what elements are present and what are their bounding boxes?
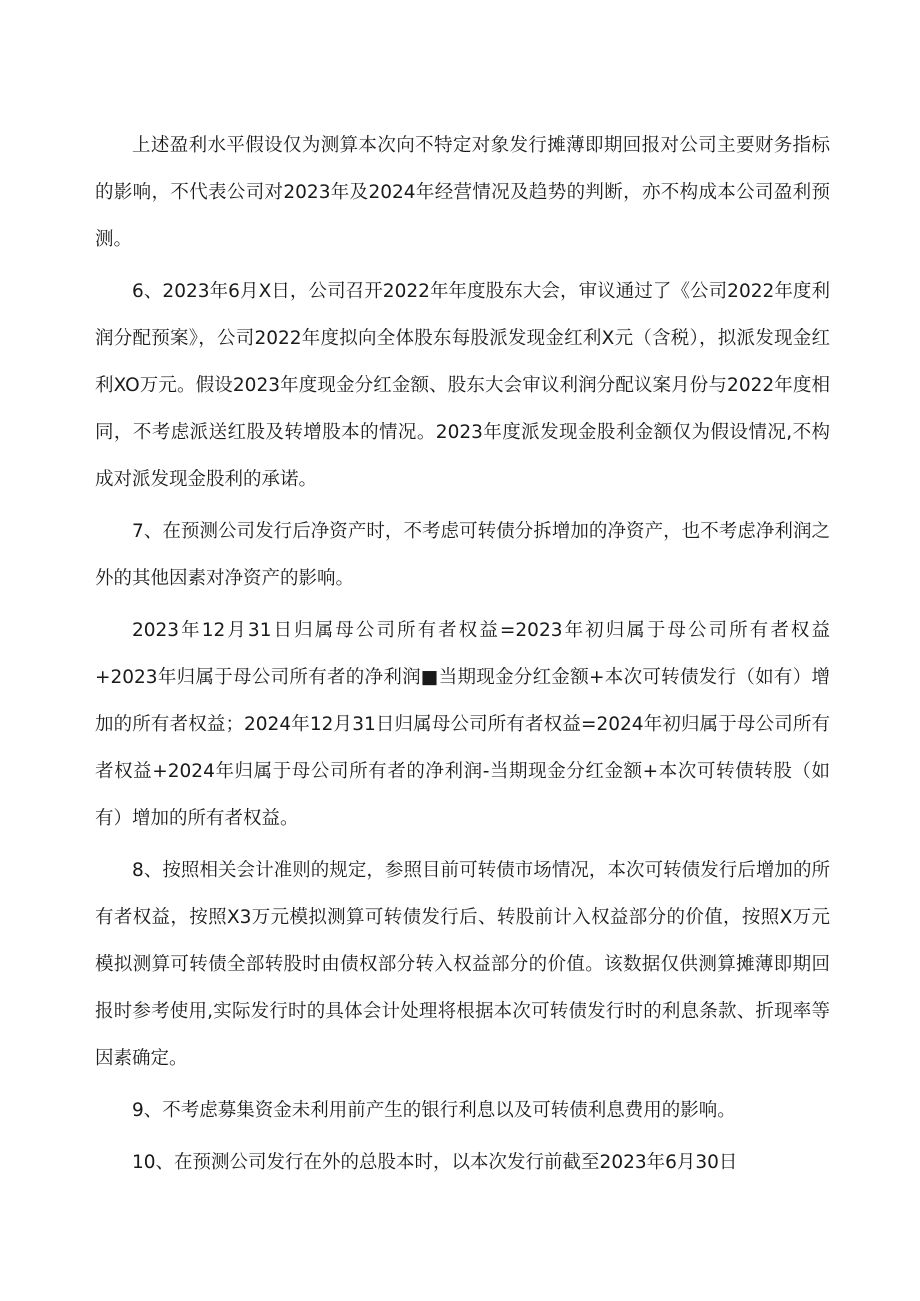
paragraph-equity-formula: 2023年12月31日归属母公司所有者权益=2023年初归属于母公司所有者权益+2023年归属于母公司所有者的净利润■当期现金分红金额+本次可转债发行（如有）增加的所有者权益；2024年12月31日归属母公司所有者权益=2024年初归属于母公司所有者权益+2024年归属于母公司所有者的净利润-当期现金分红金额+本次可转债转股（如有）增加的所有者权益。 — [95, 620, 830, 829]
paragraph-profit-assumption-note: 上述盈利水平假设仅为测算本次向不特定对象发行摊薄即期回报对公司主要财务指标的影响，不代表公司对2023年及2024年经营情况及趋势的判断，亦不构成本公司盈利预测。 — [95, 135, 830, 250]
paragraph-item-9-interest: 9、不考虑募集资金未利用前产生的银行利息以及可转债利息费用的影响。 — [132, 1100, 736, 1121]
paragraph-item-10-share-capital: 10、在预测公司发行在外的总股本时，以本次发行前截至2023年6月30日 — [132, 1152, 738, 1173]
document-body — [95, 122, 830, 1191]
paragraph-item-6-dividend: 6、2023年6月X日，公司召开2022年年度股东大会，审议通过了《公司2022年度利润分配预案》，公司2022年度拟向全体股东每股派发现金红利X元（含税），拟派发现金红利XO万元。假设2023年度现金分红金额、股东大会审议利润分配议案月份与2022年度相同，不考虑派送红股及转增股本的情况。2023年度派发现金股利金额仅为假设情况,不构成对派发现金股利的承诺。 — [95, 281, 830, 490]
paragraph-item-8-accounting: 8、按照相关会计准则的规定，参照目前可转债市场情况，本次可转债发行后增加的所有者权益，按照X3万元模拟测算可转债发行后、转股前计入权益部分的价值，按照X万元模拟测算可转债全部转股时由债权部分转入权益部分的价值。该数据仅供测算摊薄即期回报时参考使用,实际发行时的具体会计处理将根据本次可转债发行时的利息条款、折现率等因素确定。 — [95, 860, 830, 1069]
paragraph-item-7-net-assets: 7、在预测公司发行后净资产时，不考虑可转债分拆增加的净资产，也不考虑净利润之外的其他因素对净资产的影响。 — [95, 521, 830, 589]
